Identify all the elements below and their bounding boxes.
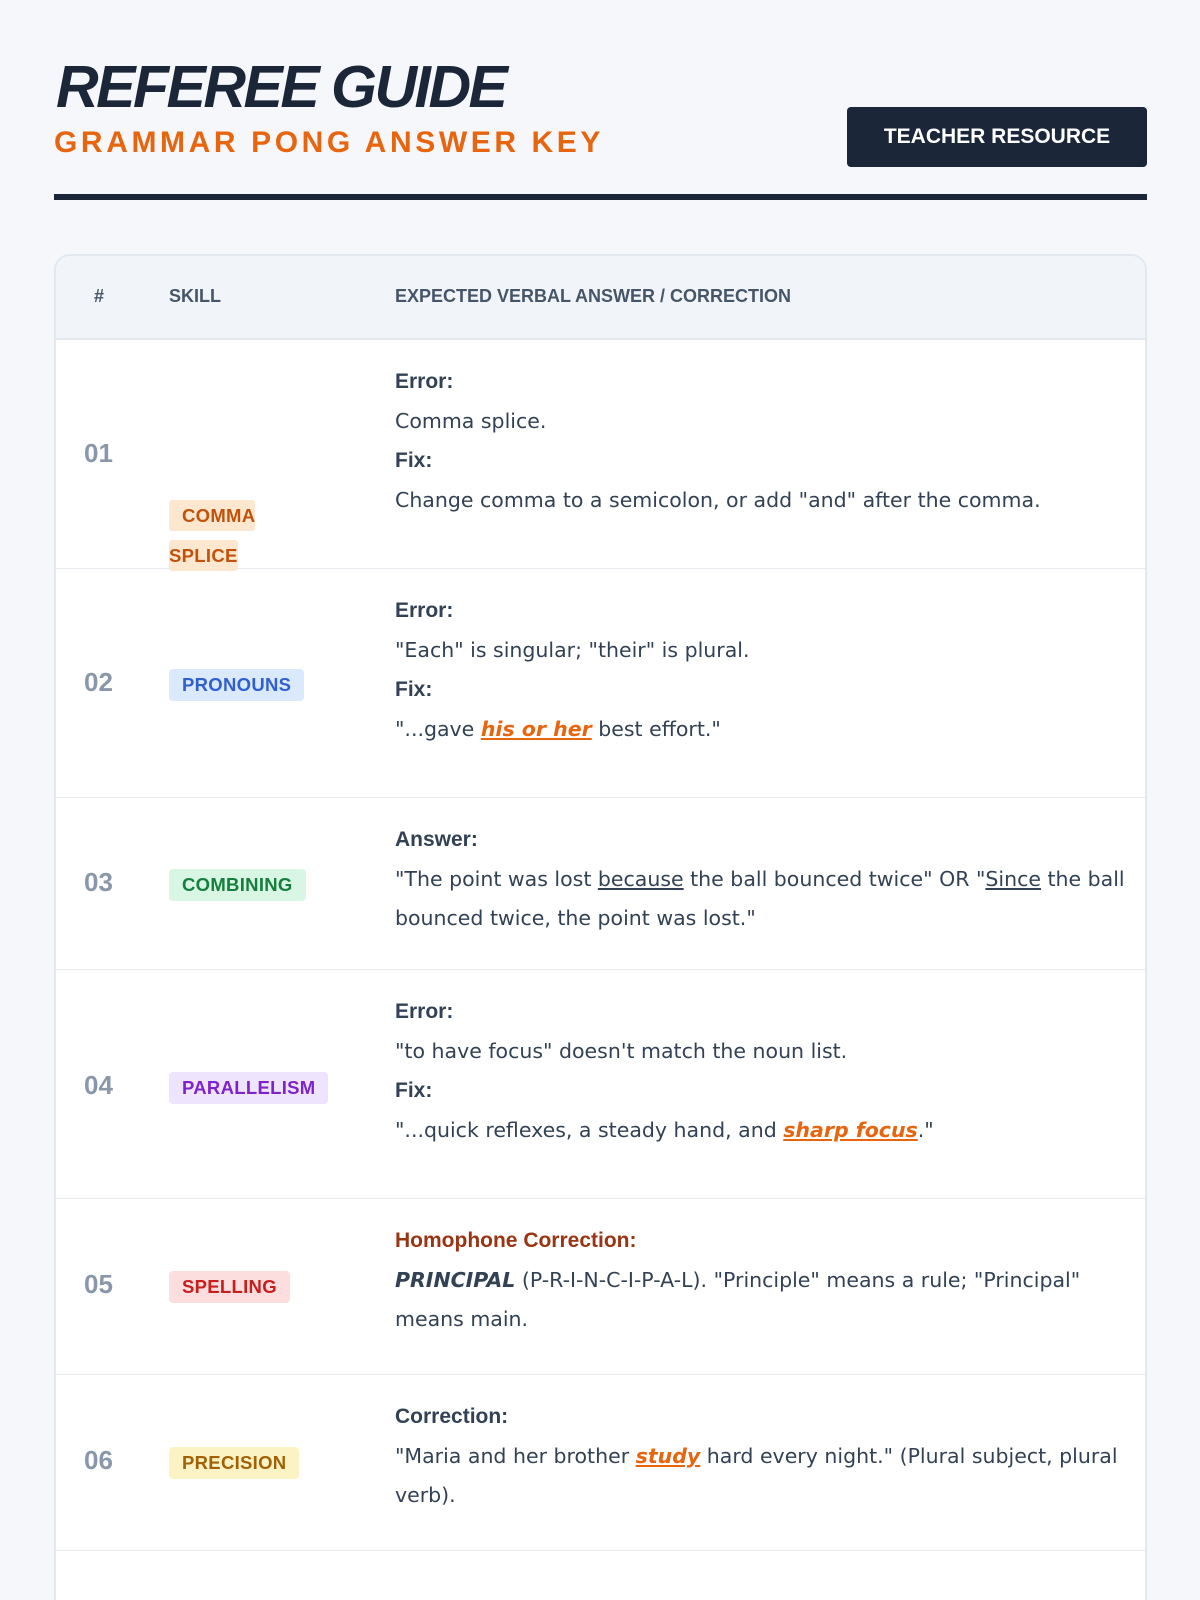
- answer-cell: [395, 1229, 1125, 1347]
- highlighted-correction: his or her: [480, 717, 592, 741]
- table-row: [56, 569, 1145, 798]
- text-fragment: hard every night." (Plural subject, plural verb).: [395, 1444, 1118, 1507]
- page-title: REFEREE GUIDE: [56, 54, 506, 120]
- skill-chip-parallelism: PARALLELISM: [169, 1072, 328, 1104]
- text-fragment: (P-R-I-N-C-I-P-A-L). "Principle" means a rule; "Principal" means main.: [395, 1268, 1081, 1331]
- answer-text: Change comma to a semicolon, or add "and" after the comma.: [395, 488, 1041, 512]
- answer-key-table: [54, 254, 1147, 1600]
- teacher-resource-badge: TEACHER RESOURCE: [847, 107, 1147, 167]
- text-fragment: "...quick reflexes, a steady hand, and: [395, 1118, 784, 1142]
- answer-label: Error:: [395, 1000, 454, 1023]
- answer-cell: [395, 599, 1125, 757]
- page-header: [54, 52, 1147, 200]
- text-fragment: best effort.": [591, 717, 721, 741]
- row-number: 03: [84, 867, 113, 897]
- answer-label: Correction:: [395, 1405, 509, 1428]
- row-number: 05: [84, 1269, 113, 1299]
- answer-text: Comma splice.: [395, 409, 547, 433]
- table-row: [56, 340, 1145, 569]
- row-number: 06: [84, 1445, 113, 1475]
- skill-chip-comma-splice: [169, 496, 269, 576]
- answer-text: [395, 1261, 1125, 1339]
- answer-label: Homophone Correction:: [395, 1229, 637, 1252]
- answer-label: Error:: [395, 599, 454, 622]
- answer-cell: [395, 370, 1125, 528]
- table-row: [56, 1375, 1145, 1551]
- answer-cell: [395, 828, 1125, 946]
- answer-label: Error:: [395, 370, 454, 393]
- highlighted-correction: study: [635, 1444, 701, 1468]
- answer-label: Fix:: [395, 678, 433, 701]
- skill-chip-spelling: SPELLING: [169, 1271, 290, 1303]
- answer-text: "to have focus" doesn't match the noun list.: [395, 1039, 848, 1063]
- table-row: [56, 798, 1145, 970]
- highlighted-correction: sharp focus: [783, 1118, 918, 1142]
- answer-text: [395, 1437, 1125, 1515]
- table-row: [56, 970, 1145, 1199]
- answer-text: [395, 710, 1125, 749]
- page-subtitle: GRAMMAR PONG ANSWER KEY: [54, 126, 605, 159]
- skill-chip-precision: PRECISION: [169, 1447, 299, 1479]
- answer-label: Fix:: [395, 1079, 433, 1102]
- column-header-answer: EXPECTED VERBAL ANSWER / CORRECTION: [395, 286, 792, 306]
- skill-chip-combining: COMBINING: [169, 869, 306, 901]
- text-fragment: "...gave: [395, 717, 481, 741]
- text-fragment: "Maria and her brother: [395, 1444, 636, 1468]
- answer-label: Fix:: [395, 449, 433, 472]
- row-number: 04: [84, 1070, 113, 1100]
- skill-chip-line: SPLICE: [169, 540, 238, 571]
- row-number: 01: [84, 438, 113, 468]
- text-fragment: .": [917, 1118, 934, 1142]
- row-number: 02: [84, 667, 113, 697]
- answer-text: [395, 1111, 1125, 1150]
- skill-chip-pronouns: PRONOUNS: [169, 669, 304, 701]
- column-header-number: #: [94, 286, 105, 306]
- underlined-conjunction: because: [597, 867, 684, 891]
- skill-chip-line: COMMA: [169, 500, 255, 531]
- table-header: [56, 256, 1145, 340]
- text-fragment: the ball bounced twice, the point was lost.": [395, 867, 1125, 930]
- column-header-skill: SKILL: [169, 286, 221, 306]
- answer-cell: [395, 1405, 1125, 1523]
- answer-text: [395, 860, 1125, 938]
- correct-word: PRINCIPAL: [395, 1268, 516, 1292]
- answer-cell: [395, 1000, 1125, 1158]
- underlined-conjunction: Since: [985, 867, 1041, 891]
- text-fragment: the ball bounced twice" OR ": [683, 867, 986, 891]
- text-fragment: "The point was lost: [395, 867, 598, 891]
- answer-text: "Each" is singular; "their" is plural.: [395, 638, 750, 662]
- table-row: [56, 1199, 1145, 1375]
- answer-label: Answer:: [395, 828, 478, 851]
